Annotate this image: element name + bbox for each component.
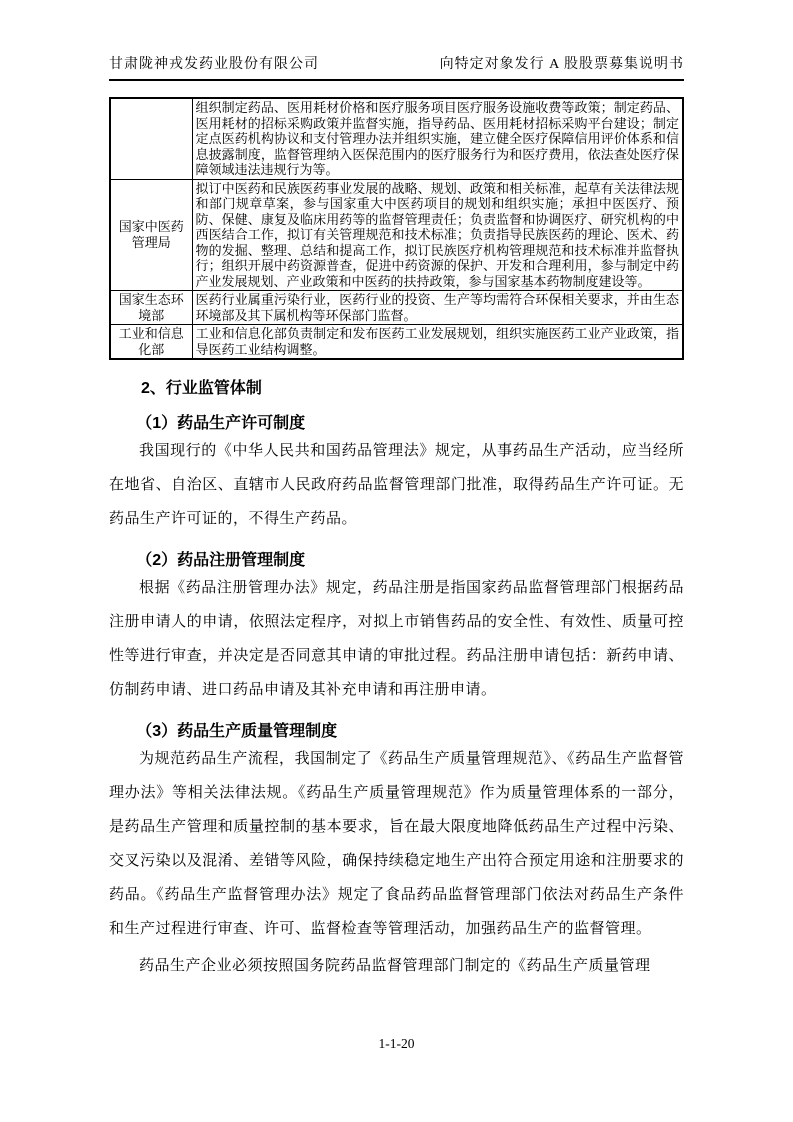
regulator-name-cell: 国家中医药管理局 [110,179,192,291]
section-heading-industry-regulation: 2、行业监管体制 [141,380,262,397]
regulator-name-cell [110,98,192,179]
regulator-duties-table [109,97,684,360]
regulator-name-cell: 国家生态环境部 [110,291,192,325]
subsection-heading-production-license: （1）药品生产许可制度 [136,415,306,432]
header-document-title: 向特定对象发行 A 股股票募集说明书 [439,57,684,72]
paragraph-production-license: 我国现行的《中华人民共和国药品管理法》规定，从事药品生产活动，应当经所在地省、自治区、直辖市人民政府药品监督管理部门批准，取得药品生产许可证。无药品生产许可证的，不得生产药品。 [109,443,684,527]
paragraph-gmp: 为规范药品生产流程，我国制定了《药品生产质量管理规范》、《药品生产监督管理办法》等相关法律法规。《药品生产质量管理规范》作为质量管理体系的一部分，是药品生产管理和质量控制的基本要求，旨在最大限度地降低药品生产过程中污染、交叉污染以及混淆、差错等风险，确保持续稳定地生产出符合预定用途和注册要求的药品。《药品生产监督管理办法》规定了食品药品监督管理部门依法对药品生产条件和生产过程进行审查、许可、监督检查等管理活动，加强药品生产的监督管理。 [109,751,684,937]
table-row [110,291,683,325]
subsection-heading-drug-registration: （2）药品注册管理制度 [136,552,306,569]
table-row [110,325,683,360]
paragraph-gmp-continued: 药品生产企业必须按照国务院药品监督管理部门制定的《药品生产质量管理 [139,958,651,974]
regulator-duty-cell: 工业和信息化部负责制定和发布医药工业发展规划，组织实施医药工业产业政策，指导医药工业结构调整。 [192,325,683,360]
header-company-name: 甘肃陇神戎发药业股份有限公司 [109,57,319,72]
subsection-heading-gmp: （3）药品生产质量管理制度 [136,723,338,740]
table-row [110,98,683,179]
regulator-duty-cell: 组织制定药品、医用耗材价格和医疗服务项目医疗服务设施收费等政策；制定药品、医用耗材的招标采购政策并监督实施，指导药品、医用耗材招标采购平台建设；制定定点医药机构协议和支付管理办法并组织实施，建立健全医疗保障信用评价体系和信息披露制度，监督管理纳入医保范围内的医疗服务行为和医疗费用，依法查处医疗保障领域违法违规行为等。 [192,98,683,179]
regulator-duty-cell: 拟订中医药和民族医药事业发展的战略、规划、政策和相关标准，起草有关法律法规和部门规章草案，参与国家重大中医药项目的规划和组织实施；承担中医医疗、预防、保健、康复及临床用药等的监督管理责任；负责监督和协调医疗、研究机构的中西医结合工作，拟订有关管理规范和技术标准；负责指导民族医药的理论、医术、药物的发掘、整理、总结和提高工作，拟订民族医疗机构管理规范和技术标准并监督执行；组织开展中药资源普查，促进中药资源的保护、开发和合理利用，参与制定中药产业发展规划、产业政策和中医药的扶持政策，参与国家基本药物制度建设等。 [192,179,683,291]
page-header [109,0,684,81]
paragraph-drug-registration: 根据《药品注册管理办法》规定，药品注册是指国家药品监督管理部门根据药品注册申请人的申请，依照法定程序，对拟上市销售药品的安全性、有效性、质量可控性等进行审查，并决定是否同意其申请的审批过程。药品注册申请包括：新药申请、仿制药申请、进口药品申请及其补充申请和再注册申请。 [109,580,684,698]
table-row [110,179,683,291]
page-number: 1-1-20 [378,1036,415,1051]
regulator-duty-cell: 医药行业属重污染行业，医药行业的投资、生产等均需符合环保相关要求，并由生态环境部及其下属机构等环保部门监督。 [192,291,683,325]
regulator-name-cell: 工业和信息化部 [110,325,192,360]
